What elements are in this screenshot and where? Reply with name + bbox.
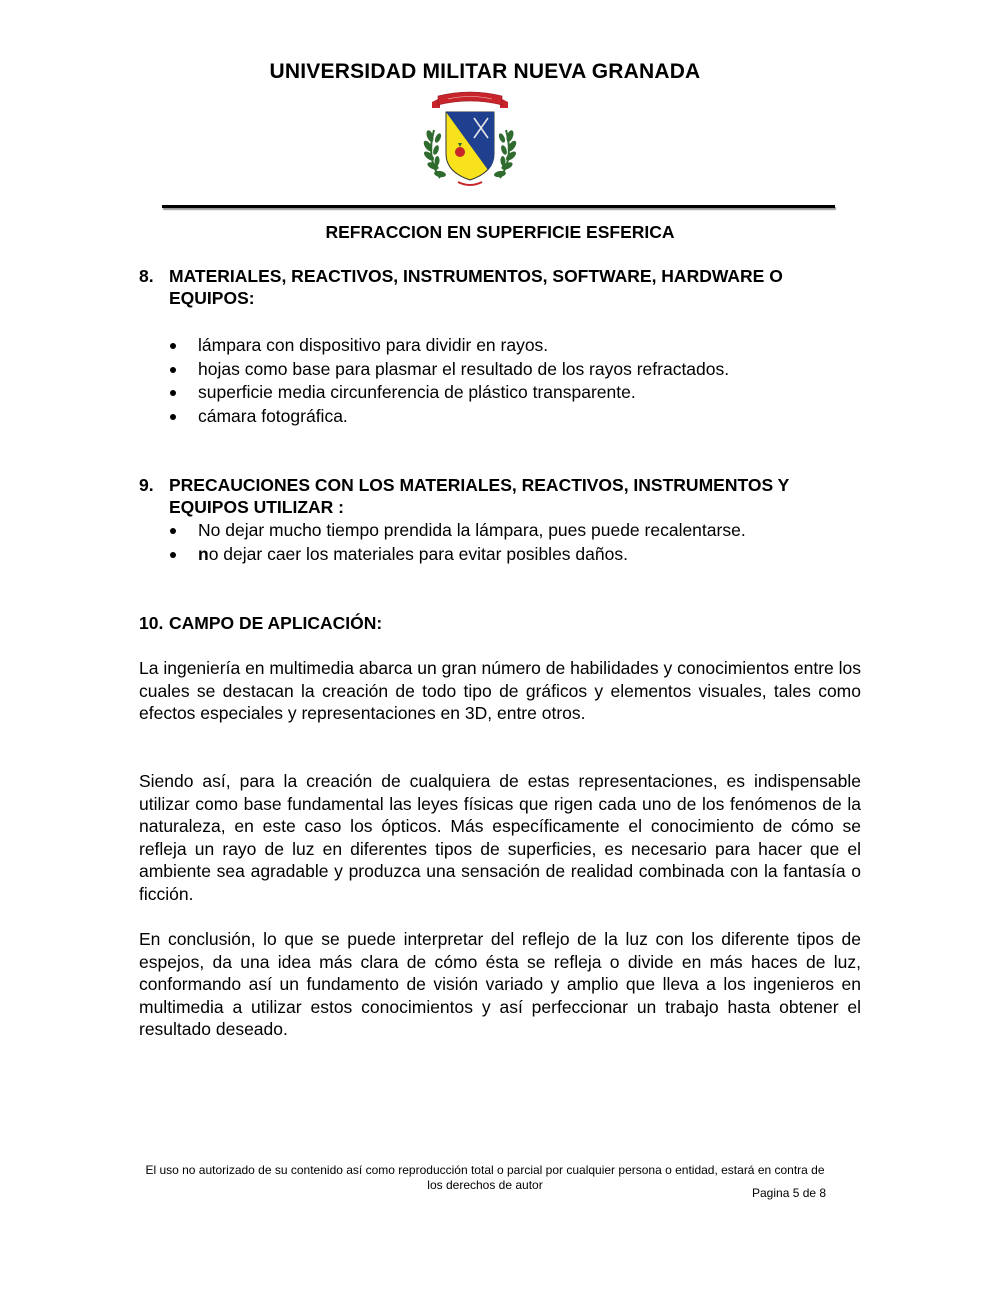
laurel-right: [494, 129, 518, 178]
precautions-list: [170, 519, 746, 566]
bullet-icon: [170, 390, 176, 396]
list-item: superficie media circunferencia de plástico transparente.: [170, 381, 729, 405]
bullet-icon: [170, 552, 176, 558]
document-title: REFRACCION EN SUPERFICIE ESFERICA: [325, 222, 675, 242]
bullet-icon: [170, 367, 176, 373]
laurel-left: [422, 129, 446, 178]
header-divider: [162, 205, 835, 208]
bullet-icon: [170, 414, 176, 420]
paragraph: Siendo así, para la creación de cualquiera de estas representaciones, es indispensable utilizar como base fundamental las leyes físicas que rigen cada uno de los fenómenos de la naturaleza, en este caso los ópticos. Más específicamente el conocimiento de cómo se refleja un rayo de luz en diferentes tipos de superficies, es necesario para hacer que el ambiente sea agradable y produzca una sensación de realidad combinada con la fantasía o ficción.: [139, 771, 861, 904]
section-9-heading: [139, 474, 859, 518]
section-number: 8.: [139, 266, 154, 286]
section-8-heading: [139, 265, 859, 309]
section-title: PRECAUCIONES CON LOS MATERIALES, REACTIVOS, INSTRUMENTOS Y EQUIPOS UTILIZAR :: [169, 475, 790, 517]
university-crest-icon: [418, 88, 522, 192]
paragraph: La ingeniería en multimedia abarca un gran número de habilidades y conocimientos entre los cuales se destacan la creación de todo tipo de gráficos y elementos visuales, tales como efectos especiales y representaciones en 3D, entre otros.: [139, 658, 861, 723]
section-10-heading: [139, 612, 859, 634]
section-number: 10.: [139, 613, 164, 633]
pomegranate: [455, 147, 465, 157]
paragraph: En conclusión, lo que se puede interpretar del reflejo de la luz con los diferente tipos de espejos, da una idea más clara de cómo ésta se refleja o divide en más haces de luz, conformando así un fundamento de visión variado y amplio que lleva a los ingenieros en multimedia a utilizar estos conocimientos y así perfeccionar un trabajo hasta obtener el resultado deseado.: [139, 929, 861, 1039]
list-item: lámpara con dispositivo para dividir en rayos.: [170, 334, 729, 358]
list-item: No dejar mucho tiempo prendida la lámpara, pues puede recalentarse.: [170, 519, 746, 543]
materials-list: [170, 334, 729, 428]
bullet-icon: [170, 528, 176, 534]
copyright-notice: El uso no autorizado de su contenido así como reproducción total o parcial por cualquier persona o entidad, estará en contra de los derechos de autor: [145, 1163, 825, 1192]
page-number: Pagina 5 de 8: [752, 1186, 827, 1200]
section-title: MATERIALES, REACTIVOS, INSTRUMENTOS, SOFTWARE, HARDWARE O EQUIPOS:: [169, 266, 783, 308]
university-name: UNIVERSIDAD MILITAR NUEVA GRANADA: [269, 60, 701, 83]
ribbon-band: [438, 92, 502, 105]
list-item: hojas como base para plasmar el resultado de los rayos refractados.: [170, 358, 729, 382]
section-title: CAMPO DE APLICACIÓN:: [169, 613, 383, 633]
section-number: 9.: [139, 475, 154, 495]
list-item: no dejar caer los materiales para evitar posibles daños.: [170, 543, 746, 567]
list-item: cámara fotográfica.: [170, 405, 729, 429]
bullet-icon: [170, 343, 176, 349]
